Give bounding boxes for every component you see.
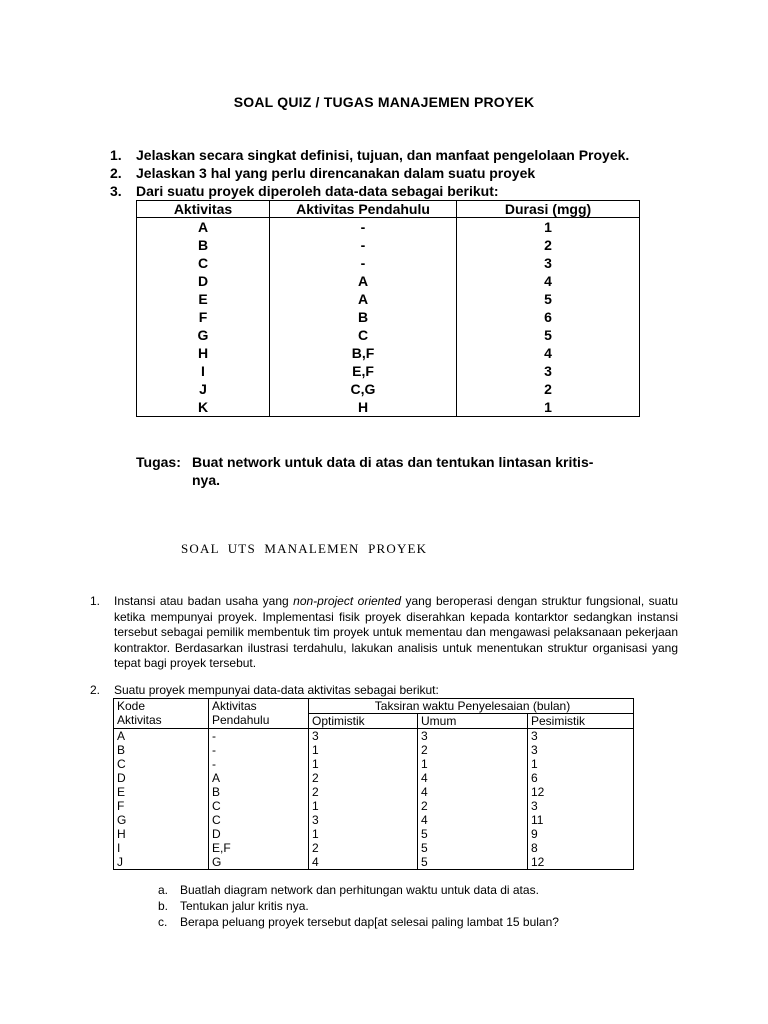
table-cell: E,F xyxy=(209,841,309,855)
table-cell: 4 xyxy=(457,272,640,290)
table-cell: 2 xyxy=(309,841,418,855)
table-row xyxy=(137,398,640,417)
table-row xyxy=(114,827,634,841)
table-row xyxy=(114,743,634,757)
table-cell: C xyxy=(137,254,270,272)
table-cell: 2 xyxy=(457,236,640,254)
table-cell: 2 xyxy=(418,743,528,757)
table-cell: D xyxy=(137,272,270,290)
table-cell: B xyxy=(270,308,457,326)
table-row xyxy=(137,380,640,398)
header-kode-aktivitas: Kode Aktivitas xyxy=(114,699,209,729)
table-cell: 3 xyxy=(309,729,418,744)
table-cell: K xyxy=(137,398,270,417)
table-cell: B xyxy=(137,236,270,254)
table-cell: 4 xyxy=(418,771,528,785)
table-cell: 3 xyxy=(528,743,634,757)
table-cell: 12 xyxy=(528,785,634,799)
table-row xyxy=(137,236,640,254)
activity-table xyxy=(136,200,640,417)
table-cell: 3 xyxy=(309,813,418,827)
quiz-question: 2. Jelaskan 3 hal yang perlu direncanakan dalam suatu proyek xyxy=(110,165,536,181)
table-cell: H xyxy=(137,344,270,362)
table-cell: B xyxy=(114,743,209,757)
table-cell: 4 xyxy=(457,344,640,362)
table-row xyxy=(114,799,634,813)
table-cell: 3 xyxy=(528,729,634,744)
header-pendahulu: Aktivitas Pendahulu xyxy=(270,201,457,218)
table-row xyxy=(114,729,634,744)
table-cell: 1 xyxy=(418,757,528,771)
table-row xyxy=(114,785,634,799)
table-cell: - xyxy=(209,743,309,757)
table-cell: J xyxy=(137,380,270,398)
table-cell: H xyxy=(114,827,209,841)
table-cell: 4 xyxy=(418,785,528,799)
page-title: SOAL QUIZ / TUGAS MANAJEMEN PROYEK xyxy=(233,94,535,110)
table-cell: D xyxy=(114,771,209,785)
table-cell: C,G xyxy=(270,380,457,398)
assignment-text: Tugas: Buat network untuk data di atas dan tentukan lintasan kritis- nya. xyxy=(136,454,594,488)
table-cell: 3 xyxy=(457,362,640,380)
header-aktivitas-pendahulu: Aktivitas Pendahulu xyxy=(209,699,309,729)
table-cell: E,F xyxy=(270,362,457,380)
table-cell: I xyxy=(114,841,209,855)
quiz-question-list xyxy=(110,146,629,200)
table-cell: A xyxy=(137,218,270,237)
table-cell: I xyxy=(137,362,270,380)
table-cell: E xyxy=(114,785,209,799)
table-cell: 2 xyxy=(418,799,528,813)
table-row xyxy=(137,362,640,380)
sub-question: a. Buatlah diagram network dan perhitungan waktu untuk data di atas. xyxy=(158,883,539,897)
table-cell: 5 xyxy=(457,290,640,308)
duration-estimate-table xyxy=(113,698,634,870)
header-aktivitas: Aktivitas xyxy=(137,201,270,218)
header-optimistik: Optimistik xyxy=(309,714,418,729)
table-cell: A xyxy=(270,290,457,308)
table-cell: C xyxy=(270,326,457,344)
uts-title: SOAL UTS MANALEMEN PROYEK xyxy=(181,541,428,556)
table-cell: G xyxy=(137,326,270,344)
table-cell: 1 xyxy=(309,827,418,841)
table-cell: 1 xyxy=(528,757,634,771)
table-cell: 4 xyxy=(309,855,418,870)
table-cell: 1 xyxy=(309,799,418,813)
table-cell: J xyxy=(114,855,209,870)
table-cell: F xyxy=(137,308,270,326)
table-row xyxy=(114,757,634,771)
sub-question: c. Berapa peluang proyek tersebut dap[at selesai paling lambat 15 bulan? xyxy=(158,915,559,929)
table-row xyxy=(137,290,640,308)
table-cell: 9 xyxy=(528,827,634,841)
header-umum: Umum xyxy=(418,714,528,729)
table-cell: 6 xyxy=(457,308,640,326)
table-cell: A xyxy=(270,272,457,290)
header-taksiran-waktu: Taksiran waktu Penyelesaian (bulan) xyxy=(309,699,634,714)
table-cell: B,F xyxy=(270,344,457,362)
quiz-question: 3. Dari suatu proyek diperoleh data-data sebagai berikut: xyxy=(110,183,499,199)
table-cell: 1 xyxy=(309,757,418,771)
uts-question-1: 1. Instansi atau badan usaha yang non-project oriented yang beroperasi dengan struktur fungsional, suatu ketika mempunyai proyek. Implementasi fisik proyek diserahkan kepada kontarktor sedangkan instansi tersebut sebagai pemilik membentuk tim proyek untuk mementau dan mengawasi pelaksanaan pekerjaan kontraktor. Berdasarkan ilustrasi terdahulu, lakukan analisis untuk menentukan struktur organisasi yang tepat bagi proyek tersebut. xyxy=(90,594,678,670)
uts-question-2: 2. Suatu proyek mempunyai data-data aktivitas sebagai berikut: xyxy=(90,683,439,697)
table-cell: 8 xyxy=(528,841,634,855)
table-cell: 1 xyxy=(457,218,640,237)
table-cell: C xyxy=(209,799,309,813)
quiz-question: 1. Jelaskan secara singkat definisi, tujuan, dan manfaat pengelolaan Proyek. xyxy=(110,147,630,163)
table-cell: - xyxy=(270,236,457,254)
table-cell: 11 xyxy=(528,813,634,827)
table-row xyxy=(114,841,634,855)
table-row xyxy=(137,344,640,362)
header-pesimistik: Pesimistik xyxy=(528,714,634,729)
table-cell: 12 xyxy=(528,855,634,870)
table-cell: E xyxy=(137,290,270,308)
table-cell: - xyxy=(209,729,309,744)
table-cell: 2 xyxy=(309,785,418,799)
table-cell: H xyxy=(270,398,457,417)
table-cell: 5 xyxy=(418,827,528,841)
table-cell: G xyxy=(114,813,209,827)
table-cell: - xyxy=(209,757,309,771)
table-row xyxy=(114,855,634,870)
table-cell: D xyxy=(209,827,309,841)
table-cell: 5 xyxy=(418,841,528,855)
table-cell: A xyxy=(114,729,209,744)
uts-sub-questions xyxy=(158,882,559,930)
table-cell: A xyxy=(209,771,309,785)
table-cell: - xyxy=(270,218,457,237)
table-cell: 3 xyxy=(528,799,634,813)
table-row xyxy=(137,326,640,344)
table-cell: 1 xyxy=(457,398,640,417)
sub-question: b. Tentukan jalur kritis nya. xyxy=(158,899,309,913)
table-row xyxy=(137,308,640,326)
table-row xyxy=(114,813,634,827)
table-cell: 6 xyxy=(528,771,634,785)
table-cell: - xyxy=(270,254,457,272)
table-cell: B xyxy=(209,785,309,799)
table-row xyxy=(114,771,634,785)
table-cell: 2 xyxy=(457,380,640,398)
assignment-label: Tugas: xyxy=(136,454,181,470)
table-cell: 5 xyxy=(457,326,640,344)
table-cell: 1 xyxy=(309,743,418,757)
table-cell: C xyxy=(209,813,309,827)
table-cell: F xyxy=(114,799,209,813)
table-row xyxy=(137,218,640,237)
table-row xyxy=(137,272,640,290)
header-durasi: Durasi (mgg) xyxy=(457,201,640,218)
table-cell: 3 xyxy=(418,729,528,744)
table-cell: 3 xyxy=(457,254,640,272)
table-cell: C xyxy=(114,757,209,771)
table-cell: 5 xyxy=(418,855,528,870)
table-row xyxy=(137,254,640,272)
table-cell: 4 xyxy=(418,813,528,827)
table-cell: G xyxy=(209,855,309,870)
table-cell: 2 xyxy=(309,771,418,785)
